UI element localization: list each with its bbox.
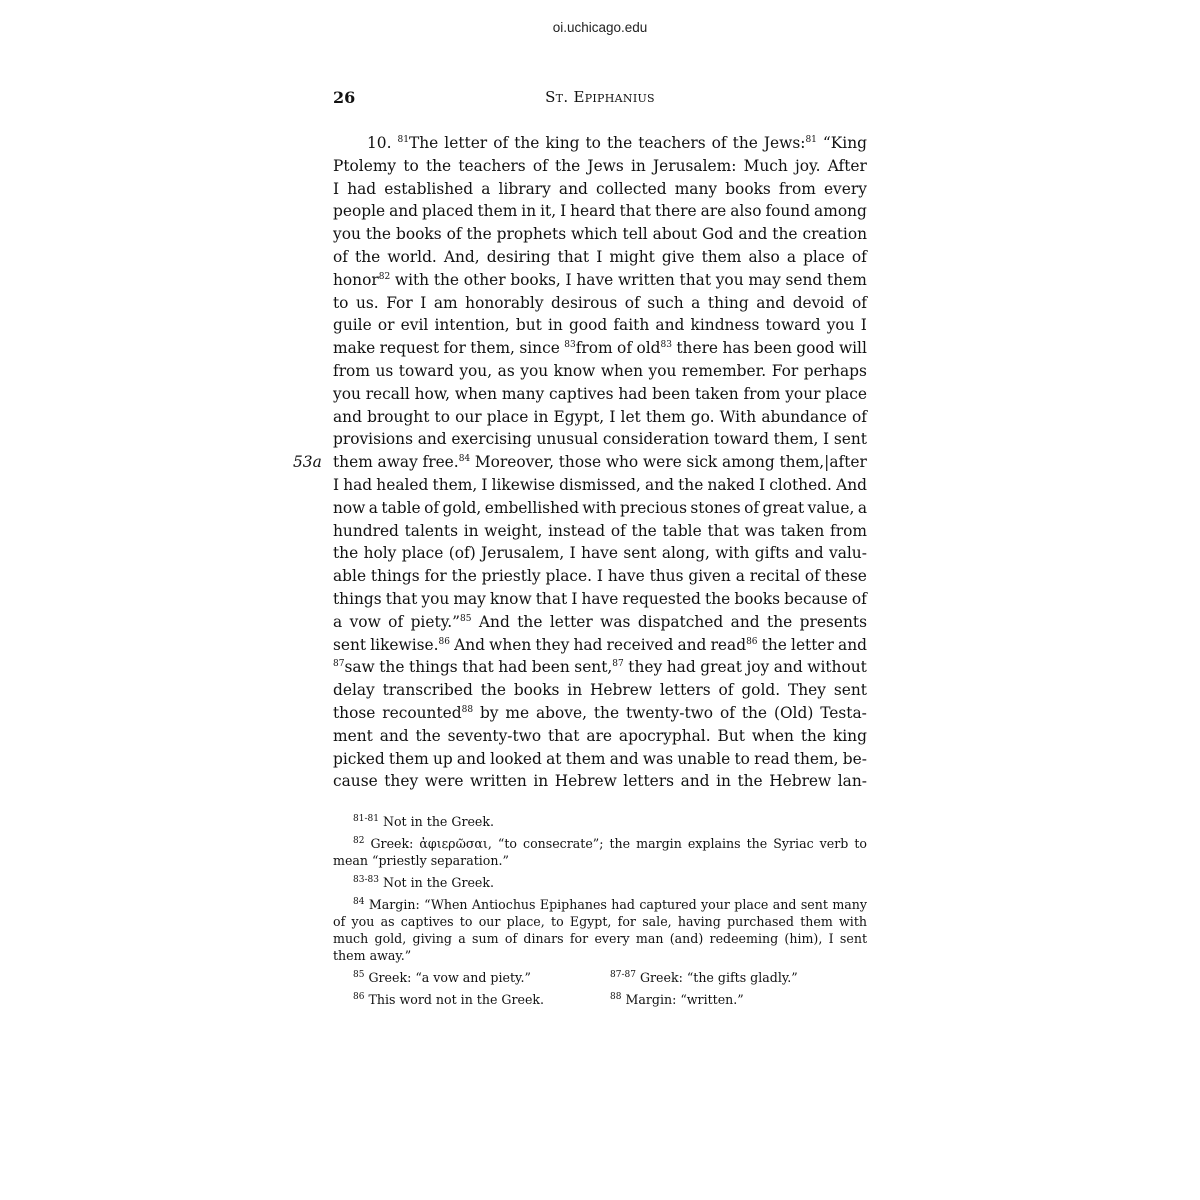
body-line: delay transcribed the books in Hebrew letters of gold. They sent [333,681,867,700]
body-line: them away free.$^{84}$ Moreover, those who were sick among them,|after 53a [333,451,867,474]
body-line: provisions and exercising unusual consideration toward them, I sent [333,430,867,449]
footnotes [333,813,867,1013]
footnote-ref: 86 [438,636,450,647]
document-page [293,88,867,1013]
footnote-ref: 88 [461,704,474,715]
body-line: you the books of the prophets which tell about God and the creation [333,225,867,244]
body-line: from us toward you, as you know when you remember. For perhaps [333,361,867,380]
page-number: 26 [333,88,356,107]
footnote-ref: 87 [333,659,345,670]
footnote: $^{84}$ Margin: “When Antiochus Epiphanes had captured your place and sent many of you as captives to our place, to Egypt, for sale, having purchased them with much gold, giving a sum of dinars for every man (and) redeeming (him), I sent them away.” [333,896,867,964]
footnote-ref: 85 [460,613,472,624]
body-line: now a table of gold, embellished with precious stones of great value, a [333,498,867,517]
body-line: $^{87}$saw the things that had been sent,$^{87}$ they had great joy and without [333,658,867,677]
body-line: Ptolemy to the teachers of the Jews in Jerusalem: Much joy. After [333,156,867,175]
body-line: guile or evil intention, but in good faith and kindness toward you I [333,316,867,335]
body-line: honor$^{82}$ with the other books, I have written that you may send them [333,270,867,289]
body-line: people and placed them in it, I heard that there are also found among [333,202,867,221]
footnote: $^{83-83}$ Not in the Greek. [353,874,495,891]
footnote-ref: 86 [746,636,758,647]
footnote: $^{82}$ Greek: ἀφιερῶσαι, “to consecrate”; the margin explains the Syriac verb to mean “priestly separation.” [333,835,867,869]
site-label: oi.uchicago.edu [552,20,648,35]
body-line: you recall how, when many captives had been taken from your place [333,384,867,403]
footnote: $^{87-87}$ Greek: “the gifts gladly.” [610,969,798,986]
footnote-ref: 83 [660,340,672,351]
body-line: those recounted$^{88}$ by me above, the twenty-two of the (Old) Testa- [333,703,867,722]
body-line: of the world. And, desiring that I might give them also a place of [333,247,867,266]
footnote: $^{86}$ This word not in the Greek. [353,991,545,1008]
footnote-columns [333,969,867,1013]
footnote: $^{88}$ Margin: “written.” [610,991,744,1008]
body-line: ment and the seventy-two that are apocryphal. But when the king [333,726,867,745]
footnote: $^{85}$ Greek: “a vow and piety.” [353,969,531,986]
footnote-ref: 84 [458,454,471,465]
body-line: to us. For I am honorably desirous of such a thing and devoid of [333,293,867,312]
body-line: the holy place (of) Jerusalem, I have sent along, with gifts and valu- [333,544,867,563]
body-line: sent likewise.$^{86}$ And when they had received and read$^{86}$ the letter and [333,635,867,654]
footnote-ref: 81 [805,134,817,145]
body-line: things that you may know that I have requested the books because of [333,589,867,608]
body-line: 10. $^{81}$The letter of the king to the teachers of the Jews:$^{81}$ “King [367,134,867,152]
body-line: picked them up and looked at them and was unable to read them, be- [333,749,867,768]
body-line: able things for the priestly place. I have thus given a recital of these [333,567,867,586]
running-title: St. Epiphanius [545,88,655,106]
footnote: $^{81-81}$ Not in the Greek. [353,813,495,830]
running-head [333,88,867,114]
body-line: cause they were written in Hebrew letters and in the Hebrew lan- [333,772,867,791]
footnote-ref: 83 [564,340,576,351]
footnote-ref: 81 [397,134,409,145]
body-line: make request for them, since $^{83}$from of old$^{83}$ there has been good will [333,339,867,358]
body-text [293,132,867,793]
body-line: I had established a library and collected many books from every [333,179,867,198]
body-line: hundred talents in weight, instead of the table that was taken from [333,521,867,540]
body-line: a vow of piety.”$^{85}$ And the letter was dispatched and the presents [333,612,867,631]
margin-page-note: 53a [293,453,322,472]
body-line: and brought to our place in Egypt, I let them go. With abundance of [333,407,867,426]
footnote-ref: 82 [378,271,391,282]
footnote-ref: 87 [612,659,624,670]
body-line: I had healed them, I likewise dismissed, and the naked I clothed. And [333,475,867,494]
